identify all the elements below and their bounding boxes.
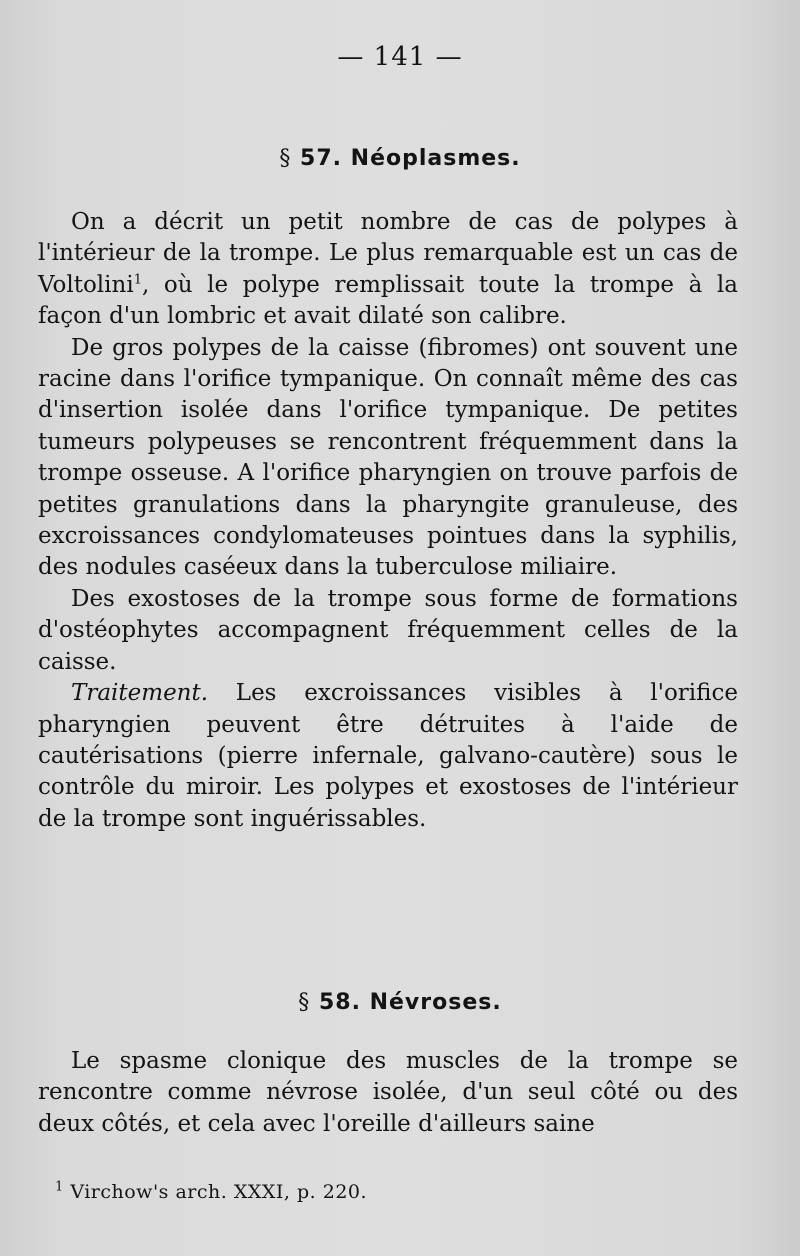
section-58-title: 58. Névroses. xyxy=(318,990,502,1015)
section-58-heading xyxy=(0,990,800,1015)
page-number: — 141 — xyxy=(337,42,463,72)
footnote-marker: 1 xyxy=(55,1179,64,1195)
paragraph-text: Les excroissances visibles à l'orifice pharyngien peuvent être détruites à l'aide de cautérisations (pierre infernale, galvano-cautère) sous le contrôle du miroir. Les polypes et exostoses de l'intérieur de la trompe sont inguérissables. xyxy=(38,680,738,832)
paragraph-text: , où le polype remplissait toute la trompe à la façon d'un lombric et avait dilaté son calibre. xyxy=(38,271,738,330)
section-57-body xyxy=(38,207,738,835)
traitement-label: Traitement. xyxy=(71,680,209,707)
paragraph-text: On a décrit un petit nombre de cas de polypes à l'intérieur de la trompe. Le plus remarquable est un cas de Voltolini xyxy=(38,209,738,298)
footnote-reference: 1 xyxy=(133,272,142,288)
footnote xyxy=(55,1181,367,1203)
section-symbol: § xyxy=(298,990,311,1015)
paragraph-traitement xyxy=(38,678,738,835)
paragraph-exostoses: Des exostoses de la trompe sous forme de formations d'ostéophytes accompagnent fréquemment celles de la caisse. xyxy=(38,585,738,675)
footnote-text: Virchow's arch. XXXI, p. 220. xyxy=(63,1181,368,1203)
section-58-body xyxy=(38,1046,738,1140)
paragraph-polypes-trompe xyxy=(38,207,738,333)
section-57-title: 57. Néoplasmes. xyxy=(300,146,521,171)
section-symbol: § xyxy=(279,146,292,171)
paragraph-spasme: Le spasme clonique des muscles de la trompe se rencontre comme névrose isolée, d'un seul côté ou des deux côtés, et cela avec l'oreille d'ailleurs saine xyxy=(38,1048,738,1137)
paragraph-polypes-caisse: De gros polypes de la caisse (fibromes) ont souvent une racine dans l'orifice tympanique. On connaît même des cas d'insertion isolée dans l'orifice tympanique. De petites tumeurs polypeuses se rencontrent fréquemment dans la trompe osseuse. A l'orifice pharyngien on trouve parfois de petites granulations dans la pharyngite granuleuse, des excroissances condylomateuses pointues dans la syphilis, des nodules caséeux dans la tuberculose miliaire. xyxy=(38,334,738,581)
section-57-heading xyxy=(0,146,800,171)
